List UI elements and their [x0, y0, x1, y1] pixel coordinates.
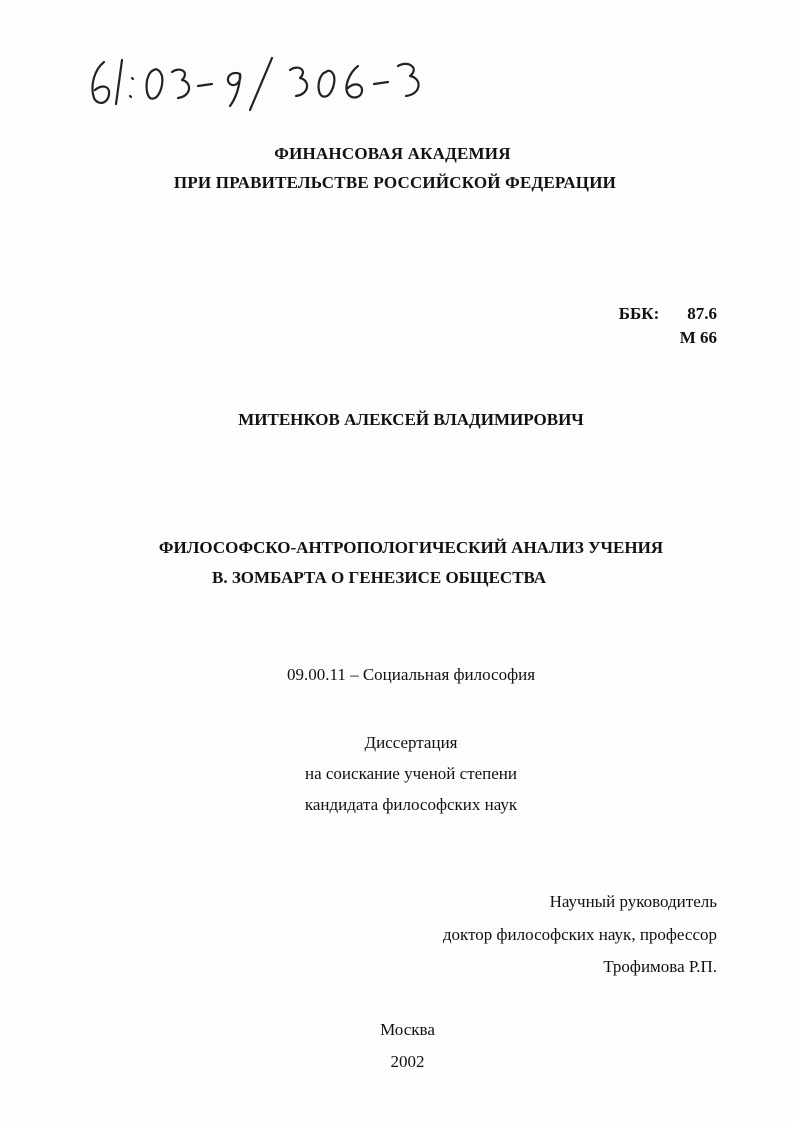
city: Москва: [380, 1020, 435, 1039]
dissertation-title-line2: В. ЗОМБАРТА О ГЕНЕЗИСЕ ОБЩЕСТВА: [212, 568, 547, 587]
degree-purpose: на соискание ученой степени: [304, 764, 518, 783]
author-name: МИТЕНКОВ АЛЕКСЕЙ ВЛАДИМИРОВИЧ: [238, 410, 584, 429]
dissertation-title-line1: ФИЛОСОФСКО-АНТРОПОЛОГИЧЕСКИЙ АНАЛИЗ УЧЕНИЯ: [158, 538, 664, 557]
institution-name-line2: ПРИ ПРАВИТЕЛЬСТВЕ РОССИЙСКОЙ ФЕДЕРАЦИИ: [173, 173, 617, 192]
handwritten-catalog-number: [82, 48, 442, 118]
supervisor-degree: доктор философских наук, профессор: [442, 925, 717, 944]
bbk-code: 87.6: [687, 304, 717, 323]
institution-name-line1: ФИНАНСОВАЯ АКАДЕМИЯ: [274, 144, 511, 163]
supervisor-role: Научный руководитель: [549, 892, 717, 911]
author-mark: М 66: [679, 328, 717, 347]
dissertation-type: Диссертация: [364, 733, 458, 752]
bbk-label: ББК:: [618, 304, 660, 323]
handwritten-note-drawing: [82, 48, 442, 118]
degree-name: кандидата философских наук: [304, 795, 518, 814]
supervisor-name: Трофимова Р.П.: [603, 957, 717, 976]
specialty-code: 09.00.11 – Социальная философия: [286, 665, 536, 684]
bbk-classification: [619, 302, 717, 350]
year: 2002: [390, 1052, 425, 1071]
